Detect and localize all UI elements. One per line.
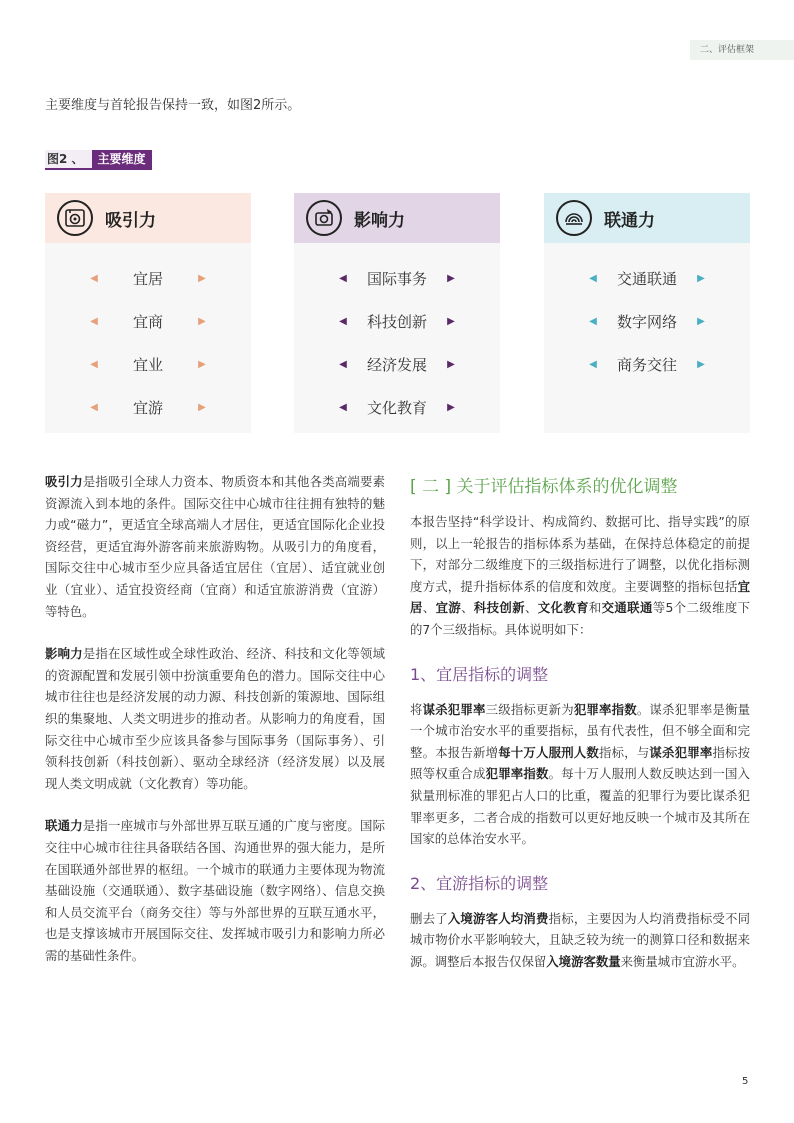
- list-item: ◀ 文化教育 ▶: [294, 386, 500, 429]
- paragraph-connectivity: 联通力是指一座城市与外部世界互联互通的广度与密度。国际交往中心城市往往具备联结各国、沟通世界的强大能力，是所在国联通外部世界的枢纽。一个城市的联通力主要体现为物流基础设施（交通联通）、数字基础设施（数字网络）、信息交换和人员交流平台（商务交往）等与外部世界的互联互通水平，也是支撑该城市开展国际交往、发挥城市吸引力和影响力所必需的基础性条件。: [45, 818, 386, 963]
- card-title: 影响力: [354, 210, 405, 231]
- card-header: [45, 193, 251, 243]
- page-number: 5: [742, 1076, 749, 1087]
- card-influence: [294, 193, 500, 433]
- arrow-right-icon: ▶: [447, 402, 455, 413]
- figure-title: 主要维度: [92, 150, 152, 168]
- list-item: ◀ 宜商 ▶: [45, 300, 251, 343]
- list-item: ◀ 宜居 ▶: [45, 257, 251, 300]
- arrow-right-icon: ▶: [697, 359, 705, 370]
- section-title: [ 二 ] 关于评估指标体系的优化调整: [410, 477, 678, 497]
- list-item: ◀ 科技创新 ▶: [294, 300, 500, 343]
- intro-text: 主要维度与首轮报告保持一致，如图2所示。: [45, 98, 301, 113]
- arrow-left-icon: ◀: [339, 402, 347, 413]
- list-item: ◀ 经济发展 ▶: [294, 343, 500, 386]
- arrow-right-icon: ▶: [697, 316, 705, 327]
- influence-icon: [306, 200, 342, 236]
- list-item: ◀ 国际事务 ▶: [294, 257, 500, 300]
- paragraph-tourism: 删去了入境游客人均消费指标，主要因为人均消费指标受不同城市物价水平影响较大，且缺乏较为统一的测算口径和数据来源。调整后本报告仅保留入境游客数量来衡量城市宜游水平。: [410, 910, 751, 969]
- subsection-title-livability: 1、宜居指标的调整: [410, 664, 549, 684]
- list-item: ◀ 宜游 ▶: [45, 386, 251, 429]
- paragraph-influence: 影响力是指在区域性或全球性政治、经济、科技和文化等领域的资源配置和发展引领中扮演重要角色的潜力。国际交往中心城市往往也是经济发展的动力源、科技创新的策源地、国际组织的集聚地、人类文明进步的推动者。从影响力的角度看，国际交往中心城市至少应该具备参与国际事务（国际事务）、引领科技创新（科技创新）、驱动全球经济（经济发展）以及展现人类文明成就（文化教育）等功能。: [45, 646, 386, 791]
- arrow-left-icon: ◀: [90, 316, 98, 327]
- connectivity-icon: [556, 200, 592, 236]
- paragraph-attraction: 吸引力是指吸引全球人力资本、物质资本和其他各类高端要素资源流入到本地的条件。国际交往中心城市往往拥有独特的魅力或“磁力”，更适宜全球高端人才居住，更适宜国际化企业投资经营，更适宜海外游客前来旅游购物。从吸引力的角度看，国际交往中心城市至少应具备适宜居住（宜居）、适宜就业创业（宜业）、适宜投资经商（宜商）和适宜旅游消费（宜游）等特色。: [45, 474, 386, 619]
- card-header: [294, 193, 500, 243]
- left-column: [45, 471, 385, 987]
- card-attraction: [45, 193, 251, 433]
- arrow-left-icon: ◀: [339, 359, 347, 370]
- arrow-left-icon: ◀: [90, 359, 98, 370]
- arrow-left-icon: ◀: [589, 316, 597, 327]
- arrow-left-icon: ◀: [589, 359, 597, 370]
- list-item: ◀ 宜业 ▶: [45, 343, 251, 386]
- attraction-icon: [57, 200, 93, 236]
- card-title: 联通力: [604, 210, 655, 231]
- arrow-left-icon: ◀: [339, 273, 347, 284]
- arrow-right-icon: ▶: [447, 273, 455, 284]
- paragraph-livability: 将谋杀犯罪率三级指标更新为犯罪率指数。谋杀犯罪率是衡量一个城市治安水平的重要指标，虽有代表性，但不够全面和完整。本报告新增每十万人服刑人数指标，与谋杀犯罪率指标按照等权重合成犯罪率指数。每十万人服刑人数反映达到一国入狱量刑标准的罪犯占人口的比重，覆盖的犯罪行为要比谋杀犯罪率更多，二者合成的指数可以更好地反映一个城市及其所在国家的总体治安水平。: [410, 701, 751, 847]
- arrow-left-icon: ◀: [90, 273, 98, 284]
- card-connectivity: [544, 193, 750, 433]
- arrow-right-icon: ▶: [697, 273, 705, 284]
- arrow-right-icon: ▶: [198, 316, 206, 327]
- section-header-tab: 二、评估框架: [690, 40, 794, 60]
- card-header: [544, 193, 750, 243]
- paragraph-overview: 本报告坚持“科学设计、构成简约、数据可比、指导实践”的原则，以上一轮报告的指标体系为基础，在保持总体稳定的前提下，对部分二级维度下的三级指标进行了调整，以优化指标测度方式，提升指标体系的信度和效度。主要调整的指标包括宜居、宜游、科技创新、文化教育和交通联通等5个二级维度下的7个三级指标。具体说明如下：: [410, 514, 751, 637]
- subsection-title-tourism: 2、宜游指标的调整: [410, 873, 549, 893]
- list-item: ◀ 交通联通 ▶: [544, 257, 750, 300]
- card-title: 吸引力: [105, 210, 156, 231]
- figure-label: [45, 150, 152, 170]
- right-column: [410, 471, 750, 973]
- arrow-right-icon: ▶: [447, 359, 455, 370]
- list-item: ◀ 商务交往 ▶: [544, 343, 750, 386]
- arrow-left-icon: ◀: [90, 402, 98, 413]
- arrow-right-icon: ▶: [198, 359, 206, 370]
- arrow-right-icon: ▶: [447, 316, 455, 327]
- arrow-left-icon: ◀: [339, 316, 347, 327]
- list-item: ◀ 数字网络 ▶: [544, 300, 750, 343]
- figure-number: 图2 、: [45, 150, 92, 168]
- arrow-right-icon: ▶: [198, 273, 206, 284]
- arrow-right-icon: ▶: [198, 402, 206, 413]
- arrow-left-icon: ◀: [589, 273, 597, 284]
